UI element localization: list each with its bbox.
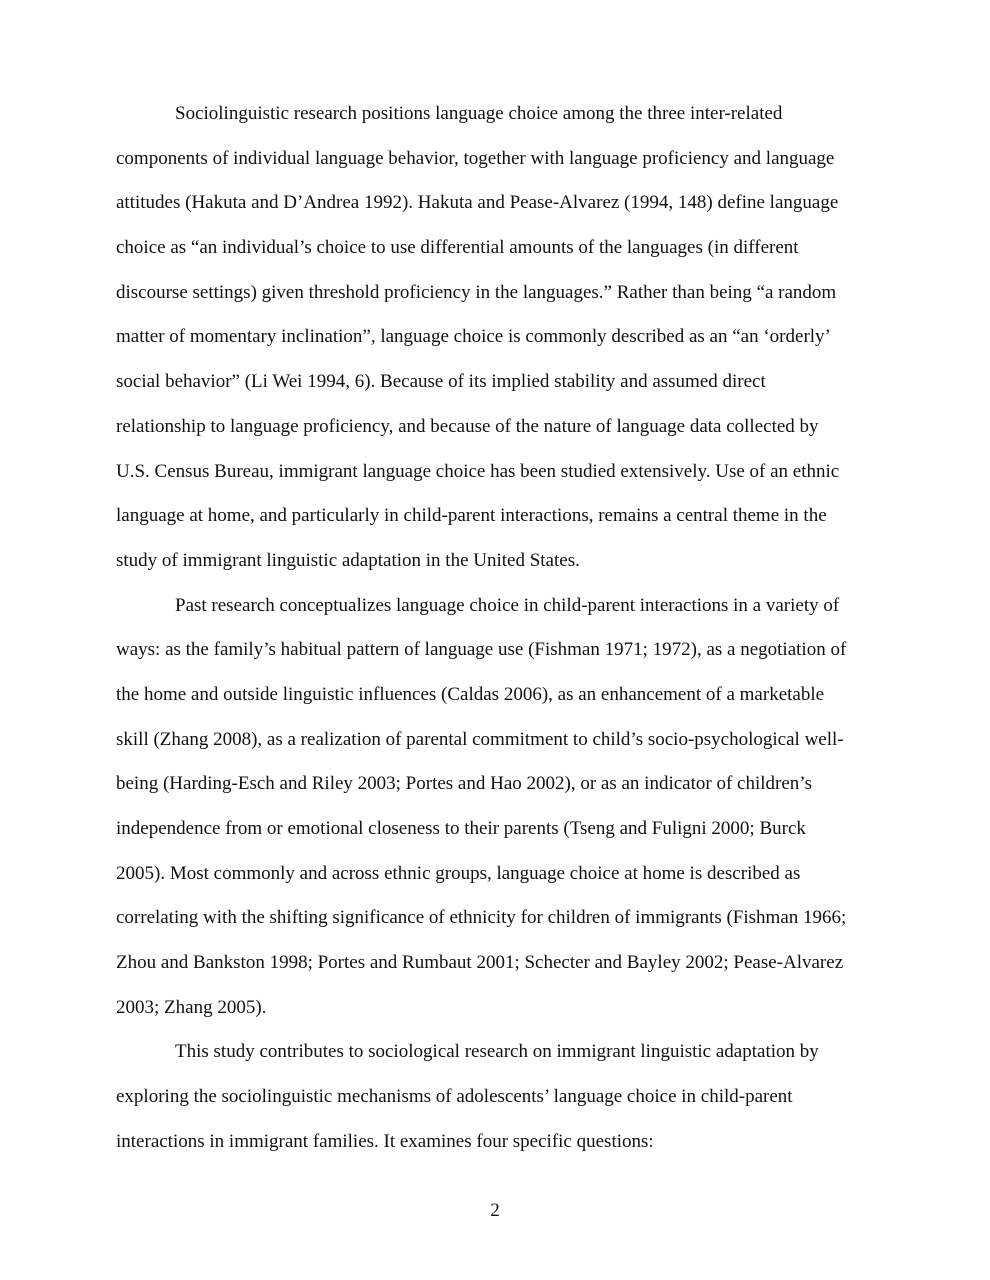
text-line: 2005). Most commonly and across ethnic groups, language choice at home is described as (116, 862, 801, 884)
text-line: 2003; Zhang 2005). (116, 996, 267, 1018)
text-line: study of immigrant linguistic adaptation in the United States. (116, 549, 580, 571)
text-line: exploring the sociolinguistic mechanisms of adolescents’ language choice in child-parent (116, 1086, 793, 1108)
text-line: being (Harding-Esch and Riley 2003; Portes and Hao 2002), or as an indicator of children’s (116, 773, 812, 795)
text-line: skill (Zhang 2008), as a realization of parental commitment to child’s socio-psychological well- (116, 728, 844, 750)
paragraph-3 (116, 1030, 872, 1164)
text-line: Sociolinguistic research positions language choice among the three inter-related (175, 103, 783, 124)
page-number: 2 (490, 1200, 500, 1221)
text-line: independence from or emotional closeness to their parents (Tseng and Fuligni 2000; Burck (116, 818, 806, 839)
text-line: matter of momentary inclination”, language choice is commonly described as an “an ‘orderly’ (116, 326, 831, 348)
text-line: correlating with the shifting significance of ethnicity for children of immigrants (Fishman 1966; (116, 907, 847, 929)
text-line: the home and outside linguistic influences (Caldas 2006), as an enhancement of a marketable (116, 683, 825, 705)
text-line: Past research conceptualizes language choice in child-parent interactions in a variety of (175, 594, 840, 616)
paragraph-1 (116, 92, 872, 584)
text-line: interactions in immigrant families. It examines four specific questions: (116, 1130, 654, 1152)
text-line: relationship to language proficiency, and because of the nature of language data collected by (116, 415, 819, 437)
text-line: choice as “an individual’s choice to use differential amounts of the languages (in different (116, 237, 799, 259)
text-line: language at home, and particularly in child-parent interactions, remains a central theme in the (116, 505, 827, 527)
text-line: attitudes (Hakuta and D’Andrea 1992). Hakuta and Pease-Alvarez (1994, 148) define language (116, 192, 839, 214)
text-line: discourse settings) given threshold proficiency in the languages.” Rather than being “a random (116, 281, 837, 303)
text-line: Zhou and Bankston 1998; Portes and Rumbaut 2001; Schecter and Bayley 2002; Pease-Alvarez (116, 952, 844, 974)
text-line: ways: as the family’s habitual pattern of language use (Fishman 1971; 1972), as a negotiation of (116, 639, 847, 661)
text-line: components of individual language behavior, together with language proficiency and language (116, 147, 835, 169)
text-line: U.S. Census Bureau, immigrant language choice has been studied extensively. Use of an ethnic (116, 460, 840, 482)
body-text (116, 92, 872, 1165)
text-line: social behavior” (Li Wei 1994, 6). Because of its implied stability and assumed direct (116, 371, 766, 393)
paragraph-2 (116, 584, 872, 1031)
text-line: This study contributes to sociological research on immigrant linguistic adaptation by (175, 1041, 819, 1063)
